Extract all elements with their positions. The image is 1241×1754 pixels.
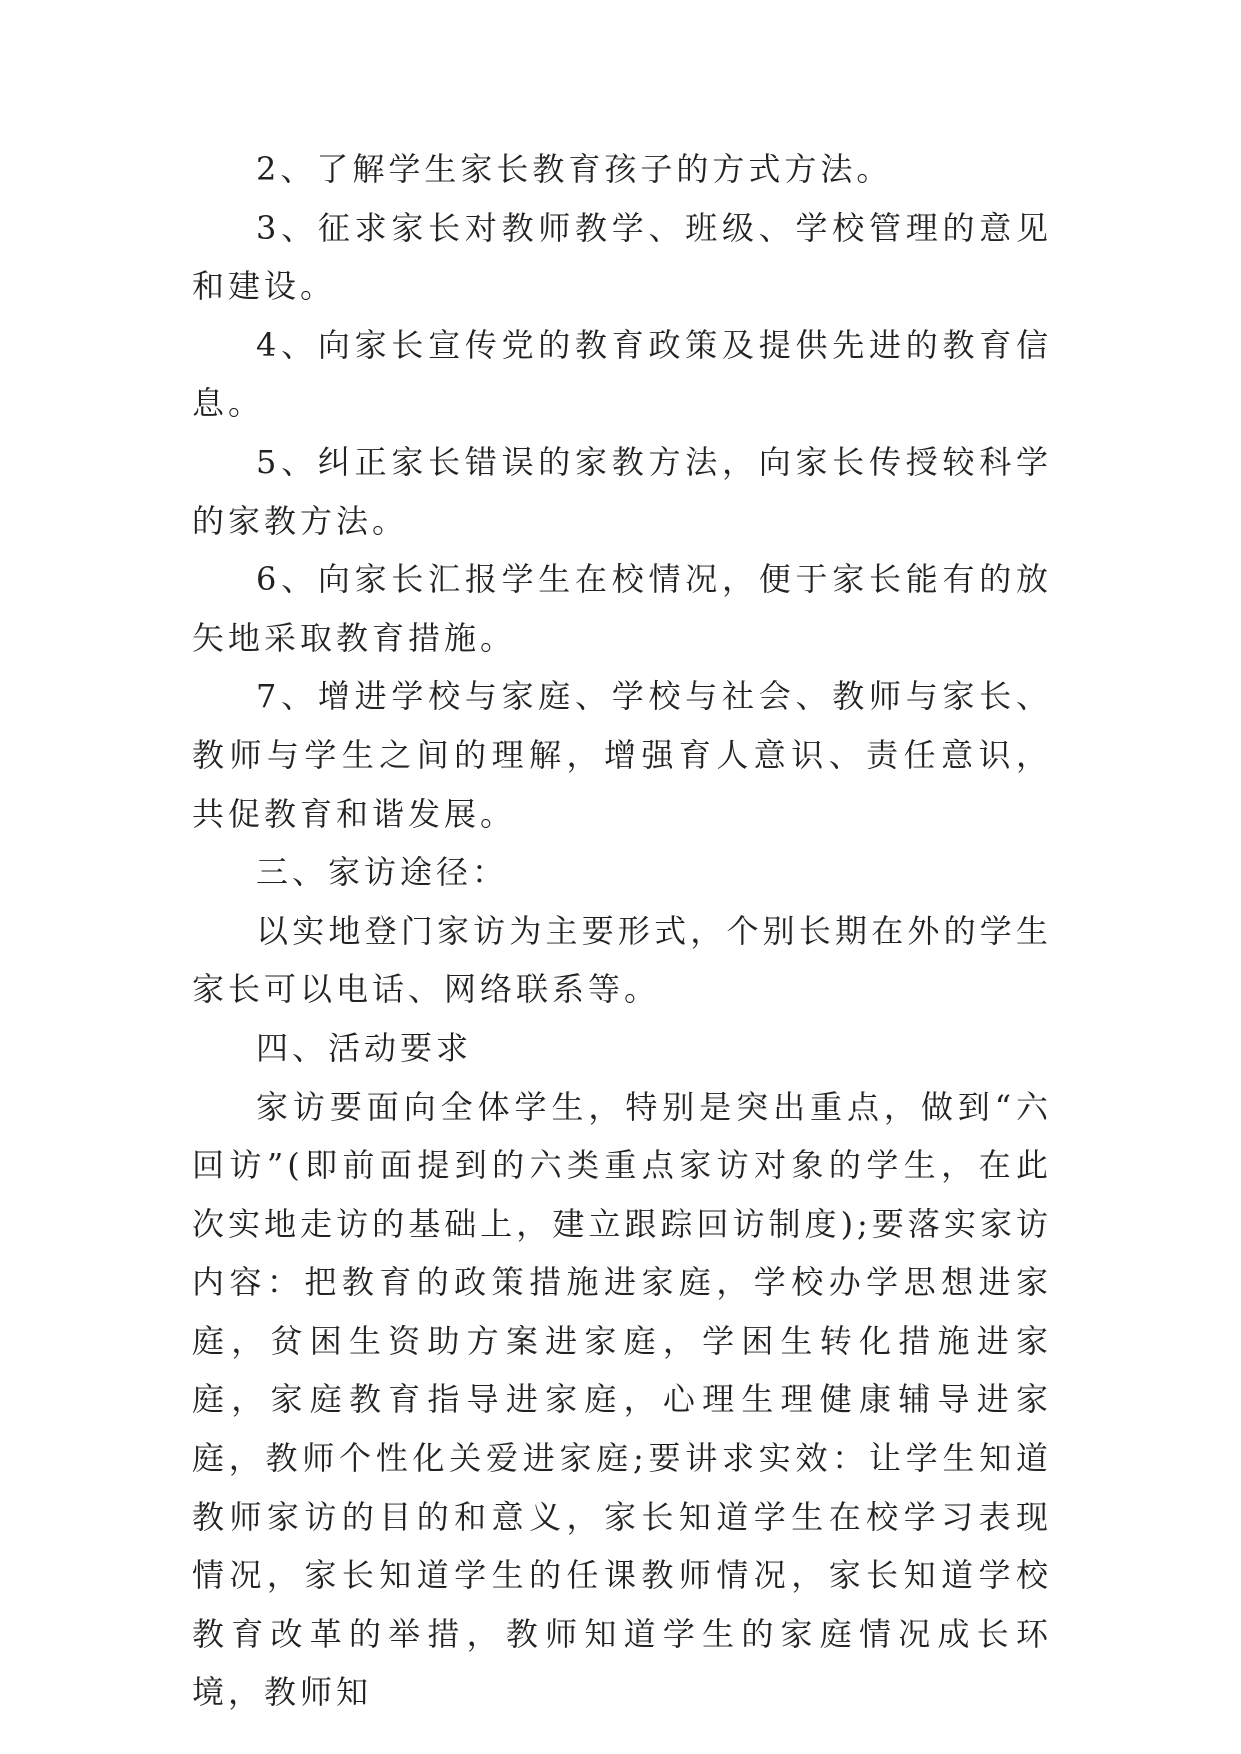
paragraph-item-5: 5、纠正家长错误的家教方法，向家长传授较科学的家教方法。 xyxy=(192,442,1052,540)
paragraph-item-7: 7、增进学校与家庭、学校与社会、教师与家长、教师与学生之间的理解，增强育人意识、责任意识，共促教育和谐发展。 xyxy=(192,677,1052,833)
section-heading-activity-requirements: 四、活动要求 xyxy=(256,1028,473,1067)
document-body xyxy=(192,150,1052,1722)
paragraph-item-4: 4、向家长宣传党的教育政策及提供先进的教育信息。 xyxy=(192,325,1052,423)
paragraph-item-6: 6、向家长汇报学生在校情况，便于家长能有的放矢地采取教育措施。 xyxy=(192,560,1052,657)
paragraph-activity-requirements: 家访要面向全体学生，特别是突出重点，做到“六回访”(即前面提到的六类重点家访对象的学生，在此次实地走访的基础上，建立跟踪回访制度);要落实家访内容：把教育的政策措施进家庭，学校办学思想进家庭，贫困生资助方案进家庭，学困生转化措施进家庭，家庭教育指导进家庭，心理生理健康辅导进家庭，教师个性化关爱进家庭;要讲求实效：让学生知道教师家访的目的和意义，家长知道学生在校学习表现情况，家长知道学生的任课教师情况，家长知道学校教育改革的举措，教师知道学生的家庭情况成长环境，教师知 xyxy=(192,1087,1052,1712)
section-heading-visit-methods: 三、家访途径： xyxy=(256,853,509,892)
paragraph-item-3: 3、征求家长对教师教学、班级、学校管理的意见和建设。 xyxy=(192,208,1052,306)
paragraph-visit-methods: 以实地登门家访为主要形式，个别长期在外的学生家长可以电话、网络联系等。 xyxy=(192,911,1052,1009)
paragraph-item-2: 2、了解学生家长教育孩子的方式方法。 xyxy=(256,150,893,188)
